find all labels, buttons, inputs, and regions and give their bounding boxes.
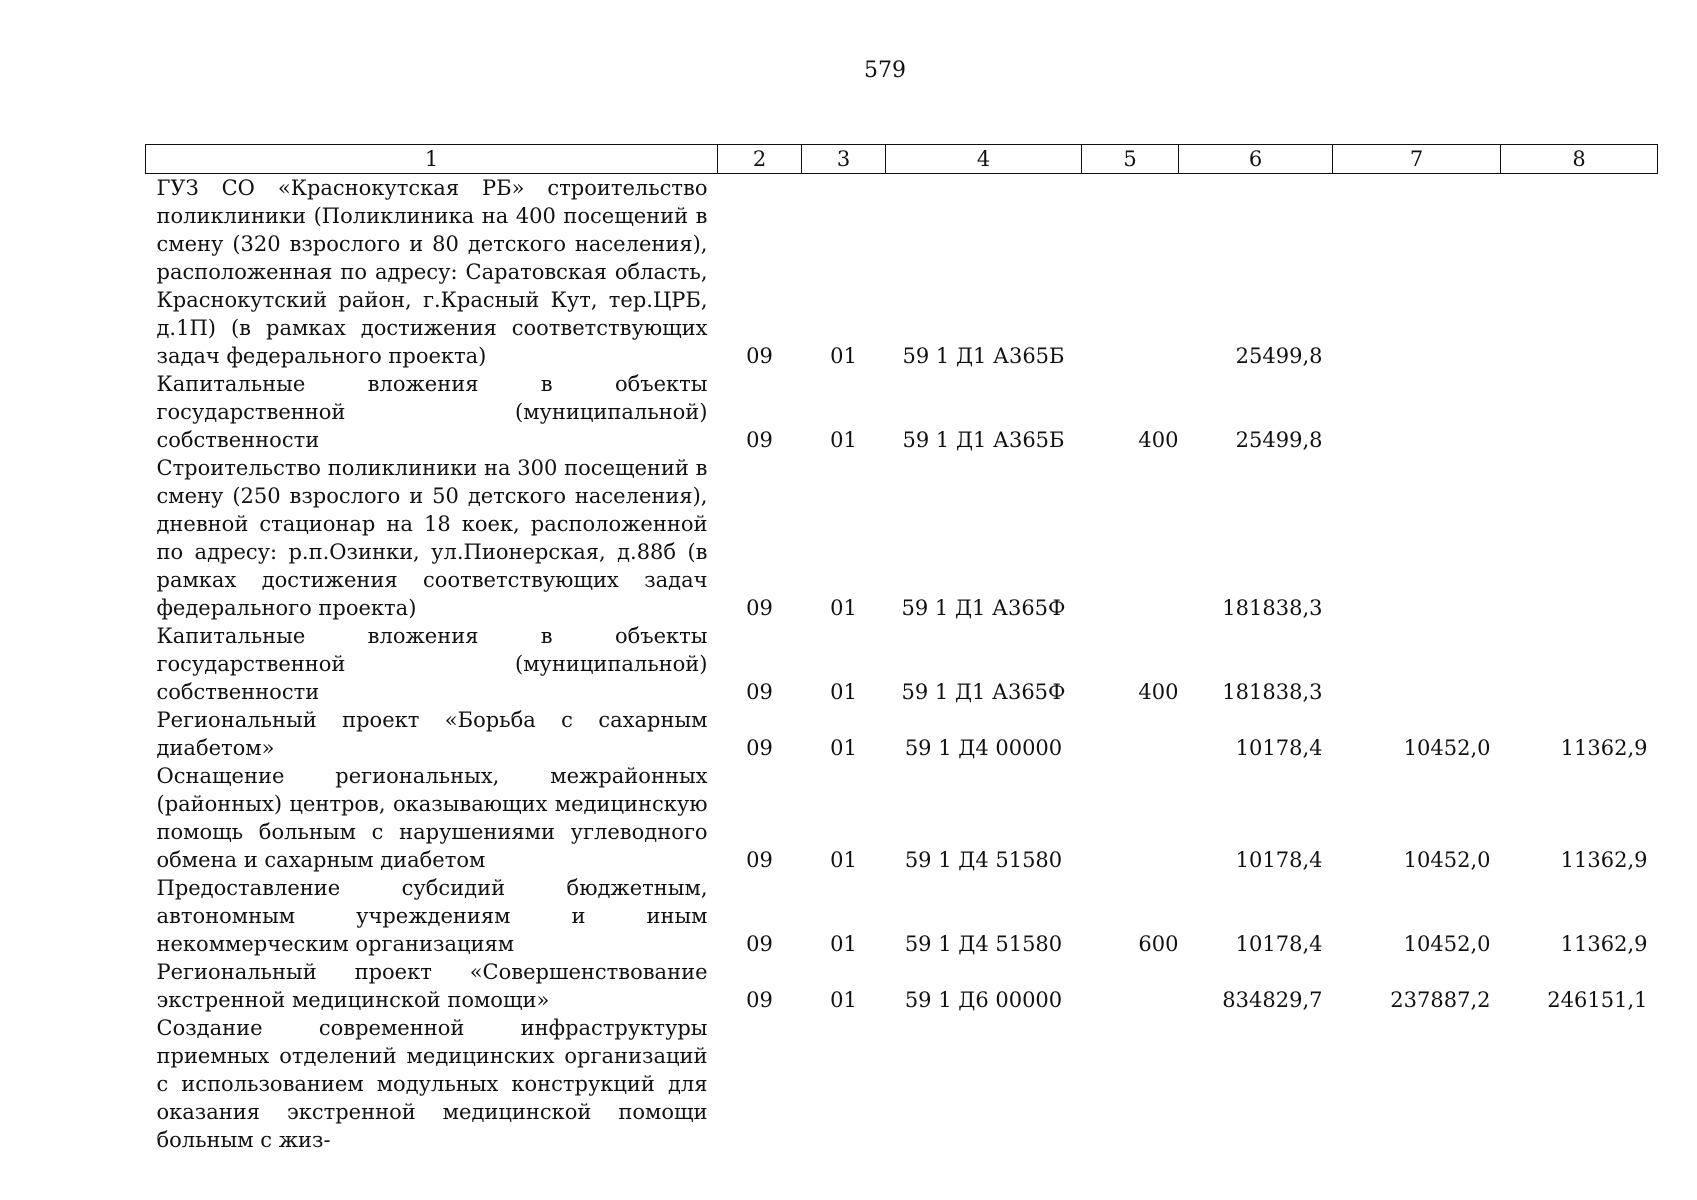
row-value-2: 237887,2	[1390, 988, 1491, 1012]
row-code: 59 1 Д1 А365Б	[902, 428, 1065, 452]
row-code: 59 1 Д4 51580	[904, 848, 1063, 872]
header-col-8: 8	[1501, 145, 1658, 174]
row-type	[1082, 762, 1179, 874]
row-name: Строительство поликлиники на 300 посещений в смену (250 взрослого и 50 детского населения), дневной стационар на 18 коек, расположенной по адресу: р.п.Озинки, ул.Пионерская, д.88б (в рамках достижения соответствующих задач федерального проекта)	[156, 456, 708, 620]
row-name: Капитальные вложения в объекты государственной (муниципальной) собственности	[156, 372, 708, 452]
header-col-5: 5	[1082, 145, 1179, 174]
row-value-3	[1501, 622, 1658, 706]
row-value-1: 25499,8	[1235, 428, 1323, 452]
row-code: 59 1 Д1 А365Ф	[901, 680, 1066, 704]
row-name: Региональный проект «Совершенствование экстренной медицинской помощи»	[156, 960, 708, 1012]
row-code: 59 1 Д1 А365Ф	[901, 596, 1066, 620]
budget-table	[145, 144, 1658, 1154]
header-col-7: 7	[1333, 145, 1501, 174]
row-value-1: 10178,4	[1235, 736, 1323, 760]
row-value-3: 11362,9	[1560, 736, 1648, 760]
row-type: 400	[1138, 680, 1179, 704]
row-section: 09	[746, 736, 773, 760]
row-section: 09	[746, 344, 773, 368]
row-code: 59 1 Д4 51580	[904, 932, 1063, 956]
header-row	[146, 145, 1658, 174]
row-value-3: 246151,1	[1547, 988, 1648, 1012]
header-col-2: 2	[718, 145, 802, 174]
header-col-6: 6	[1179, 145, 1333, 174]
row-value-3	[1501, 174, 1658, 371]
page-number: 579	[864, 58, 906, 83]
row-section: 09	[746, 848, 773, 872]
row-value-3	[1501, 454, 1658, 622]
row-name: ГУЗ СО «Краснокутская РБ» строительство поликлиники (Поликлиника на 400 посещений в смену (320 взрослого и 80 детского населения), расположенная по адресу: Саратовская область, Краснокутский район, г.Красный Кут, тер.ЦРБ, д.1П) (в рамках достижения соответствующих задач федерального проекта)	[156, 176, 708, 368]
row-type	[1082, 174, 1179, 371]
row-subsection: 01	[830, 988, 857, 1012]
row-value-3: 11362,9	[1560, 848, 1648, 872]
row-subsection: 01	[830, 596, 857, 620]
row-value-2: 10452,0	[1403, 736, 1491, 760]
row-code: 59 1 Д4 00000	[904, 736, 1063, 760]
row-section: 09	[746, 680, 773, 704]
row-value-3	[1501, 370, 1658, 454]
row-value-1: 181838,3	[1222, 680, 1323, 704]
row-name: Капитальные вложения в объекты государственной (муниципальной) собственности	[156, 624, 708, 704]
row-type	[1082, 958, 1179, 1014]
table-row	[146, 622, 1658, 706]
row-value-3: 11362,9	[1560, 932, 1648, 956]
row-subsection: 01	[830, 848, 857, 872]
header-col-1: 1	[146, 145, 718, 174]
table-row	[146, 706, 1658, 762]
row-type: 400	[1138, 428, 1179, 452]
table-row	[146, 874, 1658, 958]
table-row	[146, 174, 1658, 371]
row-section: 09	[746, 596, 773, 620]
row-value-1: 10178,4	[1235, 932, 1323, 956]
row-subsection: 01	[830, 932, 857, 956]
row-value-2: 10452,0	[1403, 932, 1491, 956]
row-section	[718, 1014, 802, 1154]
header-col-4: 4	[886, 145, 1082, 174]
row-value-1: 834829,7	[1222, 988, 1323, 1012]
row-code	[886, 1014, 1082, 1154]
row-name: Создание современной инфраструктуры приемных отделений медицинских организаций с использованием модульных конструкций для оказания экстренной медицинской помощи больным с жиз-	[156, 1016, 708, 1152]
row-subsection: 01	[830, 680, 857, 704]
table-row	[146, 762, 1658, 874]
row-value-1: 10178,4	[1235, 848, 1323, 872]
row-code: 59 1 Д1 А365Б	[902, 344, 1065, 368]
row-type	[1082, 454, 1179, 622]
row-type	[1082, 1014, 1179, 1154]
row-value-2	[1333, 1014, 1501, 1154]
table-row	[146, 370, 1658, 454]
row-code: 59 1 Д6 00000	[904, 988, 1063, 1012]
header-col-3: 3	[802, 145, 886, 174]
row-value-2	[1333, 370, 1501, 454]
row-subsection: 01	[830, 428, 857, 452]
row-value-1: 181838,3	[1222, 596, 1323, 620]
row-name: Предоставление субсидий бюджетным, автономным учреждениям и иным некоммерческим организациям	[156, 876, 708, 956]
table-row	[146, 454, 1658, 622]
table-row	[146, 1014, 1658, 1154]
row-value-1: 25499,8	[1235, 344, 1323, 368]
row-subsection: 01	[830, 344, 857, 368]
row-type: 600	[1138, 932, 1179, 956]
row-section: 09	[746, 932, 773, 956]
row-section: 09	[746, 428, 773, 452]
row-value-2	[1333, 454, 1501, 622]
row-value-1	[1179, 1014, 1333, 1154]
row-section: 09	[746, 988, 773, 1012]
row-value-2	[1333, 622, 1501, 706]
row-subsection	[802, 1014, 886, 1154]
row-name: Региональный проект «Борьба с сахарным диабетом»	[156, 708, 708, 760]
table-header	[146, 145, 1658, 174]
table-body	[146, 174, 1658, 1155]
table-row	[146, 958, 1658, 1014]
row-value-3	[1501, 1014, 1658, 1154]
row-type	[1082, 706, 1179, 762]
row-value-2	[1333, 174, 1501, 371]
row-name: Оснащение региональных, межрайонных (районных) центров, оказывающих медицинскую помощь больным с нарушениями углеводного обмена и сахарным диабетом	[156, 764, 708, 872]
row-subsection: 01	[830, 736, 857, 760]
row-value-2: 10452,0	[1403, 848, 1491, 872]
